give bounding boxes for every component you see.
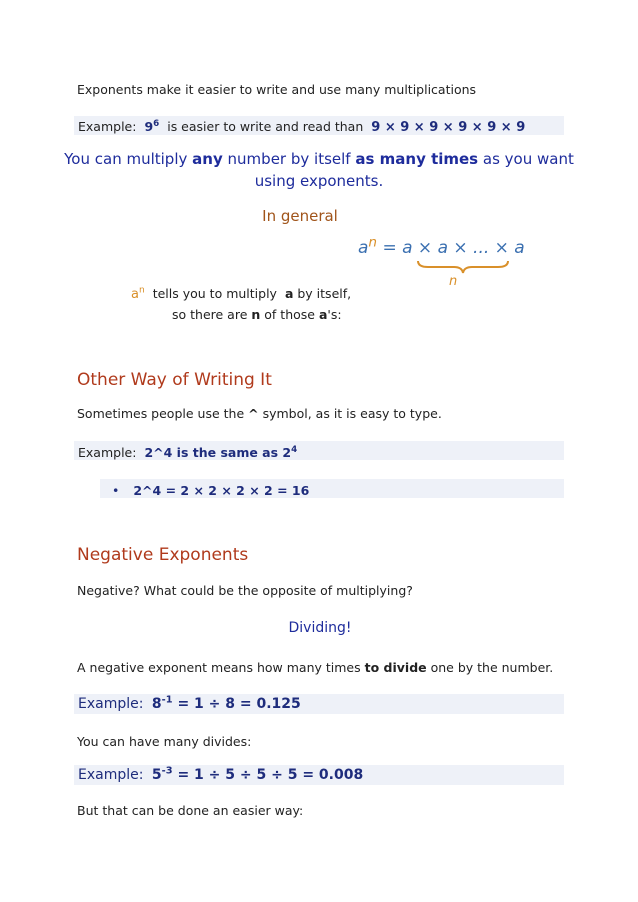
example-1 xyxy=(78,119,525,135)
bullet-item: • 2^4 = 2 × 2 × 2 × 2 = 16 xyxy=(112,483,310,498)
intro-text: Exponents make it easier to write and use many multiplications xyxy=(77,82,477,97)
example-4: Example: $5^{-3} = 1 \div 5 \div 5 \div 5 = 0.008$ xyxy=(78,765,364,783)
in-general-heading: In general xyxy=(262,207,338,225)
formula-expression: $a^n = a \times a$ × ... × a xyxy=(358,234,525,258)
exponent-formula-graphic xyxy=(356,232,525,292)
negative-sentence: A negative exponent means how many times to divide one by the number. xyxy=(77,660,554,675)
explain-line-2: so there are n of those a's: xyxy=(172,307,342,322)
example-2: Example: 2^4 is the same as $2^4$ xyxy=(78,444,298,460)
heading-negative-exponents: Negative Exponents xyxy=(77,545,249,565)
easier-way-text: But that can be done an easier way: xyxy=(77,803,304,818)
example-1-label: Example: xyxy=(78,119,137,134)
example-3: Example: $8^{-1} = 1 \div 8 = 0.125$ xyxy=(78,694,301,712)
curly-brace-icon xyxy=(416,259,510,275)
many-divides-text: You can have many divides: xyxy=(77,734,252,749)
brace-label: n xyxy=(449,274,458,289)
example-1-expanded: 9 × 9 × 9 × 9 × 9 × 9 xyxy=(371,120,526,135)
negative-question: Negative? What could be the opposite of multiplying? xyxy=(77,583,413,598)
dividing-text: Dividing! xyxy=(288,620,352,636)
heading-other-way: Other Way of Writing It xyxy=(77,370,272,390)
explain-line-1: $a^n$ tells you to multiply a by itself, xyxy=(131,285,352,302)
example-1-power: $9^6$ xyxy=(144,118,160,134)
example-1-middle: is easier to write and read than xyxy=(167,119,364,134)
multiply-statement: You can multiply any number by itself as many times as you want using exponents. xyxy=(64,150,574,190)
caret-text: Sometimes people use the ^ symbol, as it is easy to type. xyxy=(77,406,442,421)
